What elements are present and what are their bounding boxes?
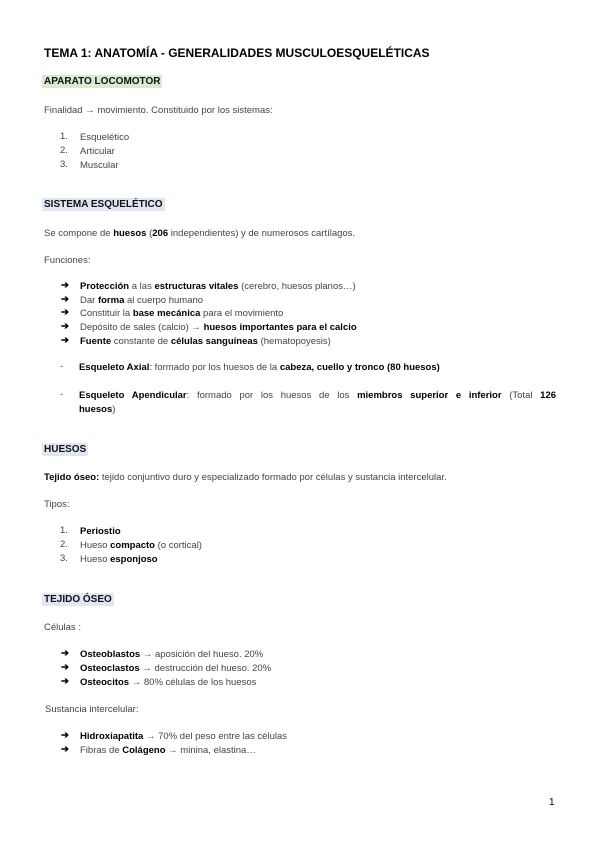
arrow-bullet-icon: ➔ [61,294,69,305]
text-run: Fibras de [80,745,123,756]
bold-run: huesos [113,228,147,239]
bold-run: Esqueleto Axial [79,362,150,373]
text-run: → minina, elastina… [165,745,256,756]
text-run: (cerebro, huesos planos…) [238,281,356,292]
text-run: → destrucción del hueso. 20% [139,663,272,674]
bold-run: huesos [79,404,113,415]
text-run: Constituir la [80,308,133,319]
bold-run: estructuras vitales [154,281,239,292]
text-run: : formado por los huesos de la [149,362,280,373]
dash-bullet: - [60,389,64,400]
list-item: Esquelético [80,132,130,143]
esqueletico-intro [44,227,355,240]
text-run: para el movimiento [200,308,284,319]
arrow-bullet-icon: ➔ [61,307,69,318]
esqueleto-apendicular-cont [79,403,115,416]
list-item [80,648,263,661]
page-title: TEMA 1: ANATOMÍA - GENERALIDADES MUSCULOESQUELÉTICAS [44,46,430,60]
bold-run: Periostio [80,526,121,537]
text-run: Hueso [80,554,111,565]
text-run: → 80% células de los huesos [129,677,257,688]
bold-run: Protección [80,281,130,292]
list-item [80,280,356,293]
text-run: : formado por los huesos de los [186,390,358,401]
heading-text: SISTEMA ESQUELÉTICO [44,199,163,210]
section-heading-sistema-esqueletico [42,198,165,211]
list-item [80,335,331,348]
list-item [80,525,121,538]
list-item [80,662,271,675]
list-item: Muscular [80,160,119,171]
list-item [80,730,287,743]
bold-run: Osteoblastos [80,649,141,660]
list-number: 1. [60,525,68,536]
section-heading-tejido-oseo [42,593,114,606]
list-item [80,294,203,307]
arrow-bullet-icon: ➔ [61,730,69,741]
text-run: constante de [111,336,171,347]
bold-run: Osteocitos [80,677,130,688]
bold-run: compacto [110,540,155,551]
heading-text: TEJIDO ÓSEO [44,594,112,605]
text-run: a las [129,281,155,292]
list-number: 2. [60,145,68,156]
list-item: Articular [80,146,115,157]
bold-run: forma [97,295,125,306]
tejido-oseo-def [44,471,447,484]
bold-run: esponjoso [110,554,158,565]
section-heading-huesos [42,443,88,456]
list-number: 3. [60,159,68,170]
list-item [80,539,202,552]
text-run: (o cortical) [154,540,202,551]
text-run: Se compone de [44,228,114,239]
esqueleto-apendicular [79,389,556,403]
text-run: (Total [501,390,541,401]
text-run: → 70% del peso entre las células [143,731,287,742]
celulas-label: Células : [44,622,81,633]
list-item [80,321,357,334]
list-item [80,744,256,757]
text-run: ) [112,404,116,415]
bold-run: células sanguíneas [170,336,258,347]
tipos-label: Tipos: [44,499,70,510]
text-run: (hematopoyesis) [257,336,331,347]
bold-run: cabeza, cuello y tronco (80 huesos) [279,362,440,373]
esqueleto-axial [79,361,440,374]
sustancia-label: Sustancia intercelular: [45,704,139,715]
list-item [80,676,256,689]
bold-run: Esqueleto Apendicular [79,390,187,401]
section-heading-aparato-locomotor [42,75,162,88]
bold-run: Tejido óseo: [44,472,100,483]
arrow-bullet-icon: ➔ [61,335,69,346]
text-run: ( [146,228,153,239]
heading-text: APARATO LOCOMOTOR [44,76,161,87]
text-run: Depósito de sales (calcio) → [80,322,204,333]
bold-run: 126 [540,390,557,401]
list-item [80,307,283,320]
list-number: 1. [60,131,68,142]
text-run: independientes) y de numerosos cartílagos. [168,228,356,239]
bold-run: Hidroxiapatita [80,731,144,742]
dash-bullet: - [60,361,64,372]
arrow-bullet-icon: ➔ [61,676,69,687]
heading-text: HUESOS [44,444,87,455]
arrow-bullet-icon: ➔ [61,321,69,332]
bold-run: 206 [152,228,169,239]
arrow-bullet-icon: ➔ [61,662,69,673]
list-number: 3. [60,553,68,564]
arrow-bullet-icon: ➔ [61,280,69,291]
funciones-label: Funciones: [44,255,91,266]
bold-run: Fuente [80,336,112,347]
bold-run: huesos importantes para el calcio [203,322,357,333]
bold-run: miembros superior e inferior [357,390,502,401]
page-number: 1 [549,797,555,808]
text-run: Hueso [80,540,111,551]
text-run: → aposición del hueso. 20% [140,649,264,660]
bold-run: Colágeno [122,745,166,756]
arrow-bullet-icon: ➔ [61,648,69,659]
text-run: Dar [80,295,98,306]
bold-run: base mecánica [132,308,201,319]
aparato-intro: Finalidad → movimiento. Constituido por los sistemas: [44,105,273,116]
text-run: al cuerpo humano [124,295,204,306]
arrow-bullet-icon: ➔ [61,744,69,755]
list-item [80,553,158,566]
bold-run: Osteoclastos [80,663,140,674]
text-run: tejido conjuntivo duro y especializado formado por células y sustancia intercelular. [99,472,447,483]
list-number: 2. [60,539,68,550]
